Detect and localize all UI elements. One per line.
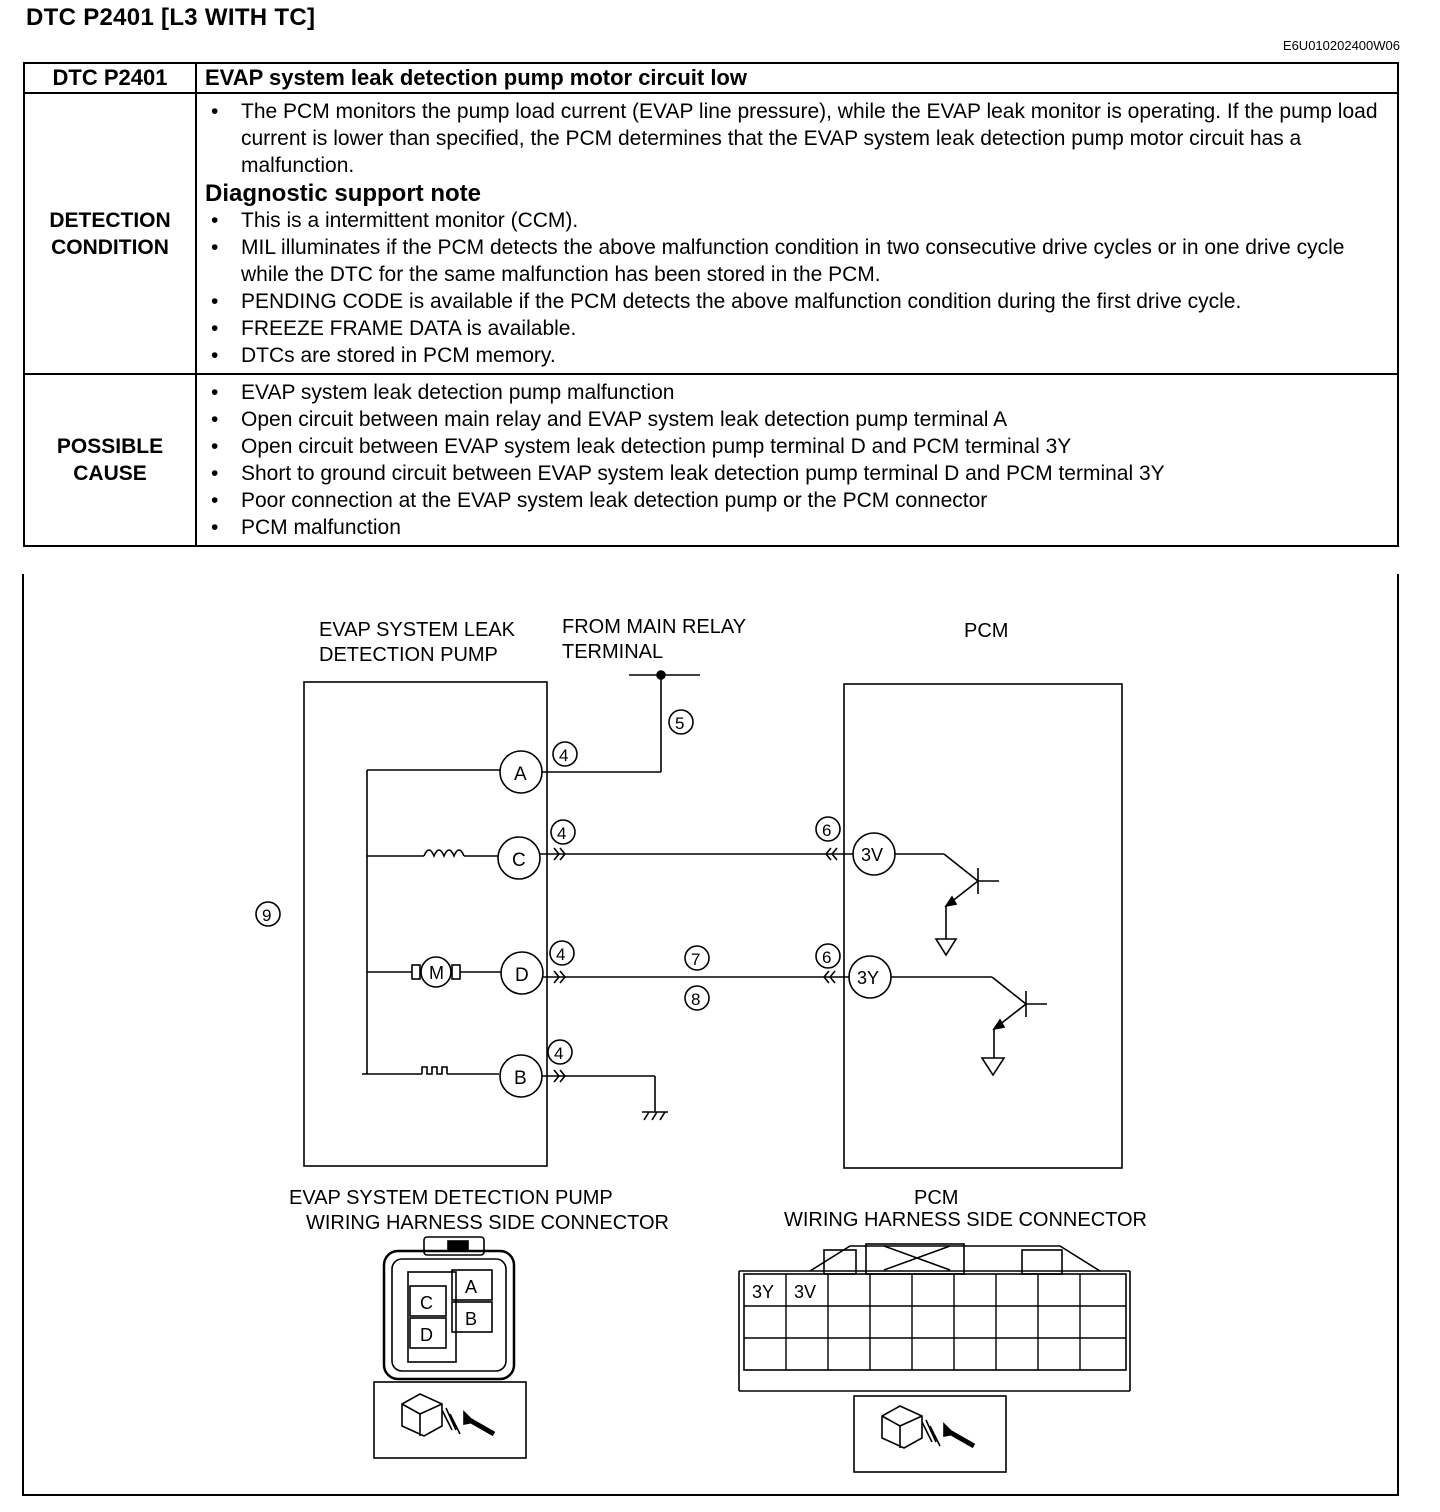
callout-5 xyxy=(669,710,693,734)
pump-conn-c: C xyxy=(420,1293,433,1313)
pump-label-2: DETECTION PUMP xyxy=(319,644,498,666)
svg-text:5: 5 xyxy=(675,714,685,733)
motor-label: M xyxy=(429,963,444,983)
wiring-diagram xyxy=(24,574,1397,1494)
list-item: • PCM malfunction xyxy=(241,514,1385,541)
pcm-connector xyxy=(739,1244,1130,1391)
dtc-table xyxy=(23,62,1399,547)
svg-text:4: 4 xyxy=(557,824,567,843)
svg-text:4: 4 xyxy=(556,945,566,964)
pcm-connector-title-2: WIRING HARNESS SIDE CONNECTOR xyxy=(784,1209,1147,1231)
list-item: • DTCs are stored in PCM memory. xyxy=(241,342,1385,369)
wiring-diagram-panel xyxy=(22,574,1399,1496)
callout-6b xyxy=(816,944,840,968)
list-item: • EVAP system leak detection pump malfunction xyxy=(241,379,1385,406)
pump-conn-d: D xyxy=(420,1325,433,1345)
heater-symbol xyxy=(422,1067,447,1074)
cause-list xyxy=(205,379,1385,541)
pin-c-label: C xyxy=(512,850,526,871)
relay-label-1: FROM MAIN RELAY xyxy=(562,616,747,638)
svg-text:4: 4 xyxy=(554,1044,564,1063)
pin-3v-label: 3V xyxy=(861,845,884,865)
pcm-view-icon xyxy=(854,1396,1006,1472)
list-item: • PENDING CODE is available if the PCM detects the above malfunction condition during the first drive cycle. xyxy=(241,288,1385,315)
list-item: • This is a intermittent monitor (CCM). xyxy=(241,207,1385,234)
detection-list xyxy=(205,98,1385,179)
pump-connector-title-1: EVAP SYSTEM DETECTION PUMP xyxy=(289,1187,613,1209)
pin-d-label: D xyxy=(515,965,529,986)
callout-8 xyxy=(685,986,709,1010)
list-item: • Open circuit between main relay and EVAP system leak detection pump terminal A xyxy=(241,406,1385,433)
svg-text:8: 8 xyxy=(691,990,701,1009)
pcm-conn-3y: 3Y xyxy=(752,1282,775,1302)
dtc-description: EVAP system leak detection pump motor circuit low xyxy=(196,63,1398,93)
pcm-connector-title-1: PCM xyxy=(914,1187,959,1209)
pump-conn-a: A xyxy=(465,1277,478,1297)
pump-label-1: EVAP SYSTEM LEAK xyxy=(319,619,516,641)
relay-label-2: TERMINAL xyxy=(562,641,664,663)
pcm-conn-3v: 3V xyxy=(794,1282,817,1302)
page-title: DTC P2401 [L3 WITH TC] xyxy=(26,4,316,31)
svg-text:6: 6 xyxy=(822,821,832,840)
cause-row xyxy=(24,374,1398,546)
pin-b-label: B xyxy=(514,1068,527,1089)
pump-view-icon xyxy=(374,1382,526,1458)
document-id: E6U010202400W06 xyxy=(1282,38,1400,53)
list-item: • The PCM monitors the pump load current (EVAP line pressure), while the EVAP leak monitor is operating. If the pump load current is lower than specified, the PCM determines that the EVAP system leak detection pump motor circuit has a malfunction. xyxy=(241,98,1385,179)
list-item: • Short to ground circuit between EVAP system leak detection pump terminal D and PCM terminal 3Y xyxy=(241,460,1385,487)
callout-4a xyxy=(553,742,577,766)
detection-label: DETECTION CONDITION xyxy=(24,93,196,374)
callout-6a xyxy=(816,817,840,841)
detection-row xyxy=(24,93,1398,374)
pin-3y-label: 3Y xyxy=(857,968,880,988)
pump-connector-title-2: WIRING HARNESS SIDE CONNECTOR xyxy=(306,1212,669,1234)
svg-text:6: 6 xyxy=(822,948,832,967)
support-list xyxy=(205,207,1385,369)
list-item: • Open circuit between EVAP system leak detection pump terminal D and PCM terminal 3Y xyxy=(241,433,1385,460)
table-header-row xyxy=(24,63,1398,93)
svg-text:7: 7 xyxy=(691,950,701,969)
list-item: • MIL illuminates if the PCM detects the above malfunction condition in two consecutive drive cycles or in one drive cycle while the DTC for the same malfunction has been stored in the PCM. xyxy=(241,234,1385,288)
pump-conn-b: B xyxy=(465,1309,478,1329)
pcm-box xyxy=(844,684,1122,1168)
pump-connector xyxy=(384,1237,514,1379)
svg-text:4: 4 xyxy=(559,746,569,765)
coil-symbol xyxy=(424,850,464,856)
callout-9 xyxy=(256,902,280,926)
support-note-title: Diagnostic support note xyxy=(205,180,481,207)
cause-content xyxy=(196,374,1398,546)
callout-4d xyxy=(548,1040,572,1064)
svg-text:9: 9 xyxy=(262,906,272,925)
list-item: • Poor connection at the EVAP system leak detection pump or the PCM connector xyxy=(241,487,1385,514)
list-item: • FREEZE FRAME DATA is available. xyxy=(241,315,1385,342)
pin-a-label: A xyxy=(514,764,527,785)
dtc-code: DTC P2401 xyxy=(24,63,196,93)
detection-content xyxy=(196,93,1398,374)
pcm-label: PCM xyxy=(964,620,1009,642)
callout-4c xyxy=(550,941,574,965)
callout-7 xyxy=(685,946,709,970)
callout-4b xyxy=(551,820,575,844)
cause-label: POSSIBLE CAUSE xyxy=(24,374,196,546)
